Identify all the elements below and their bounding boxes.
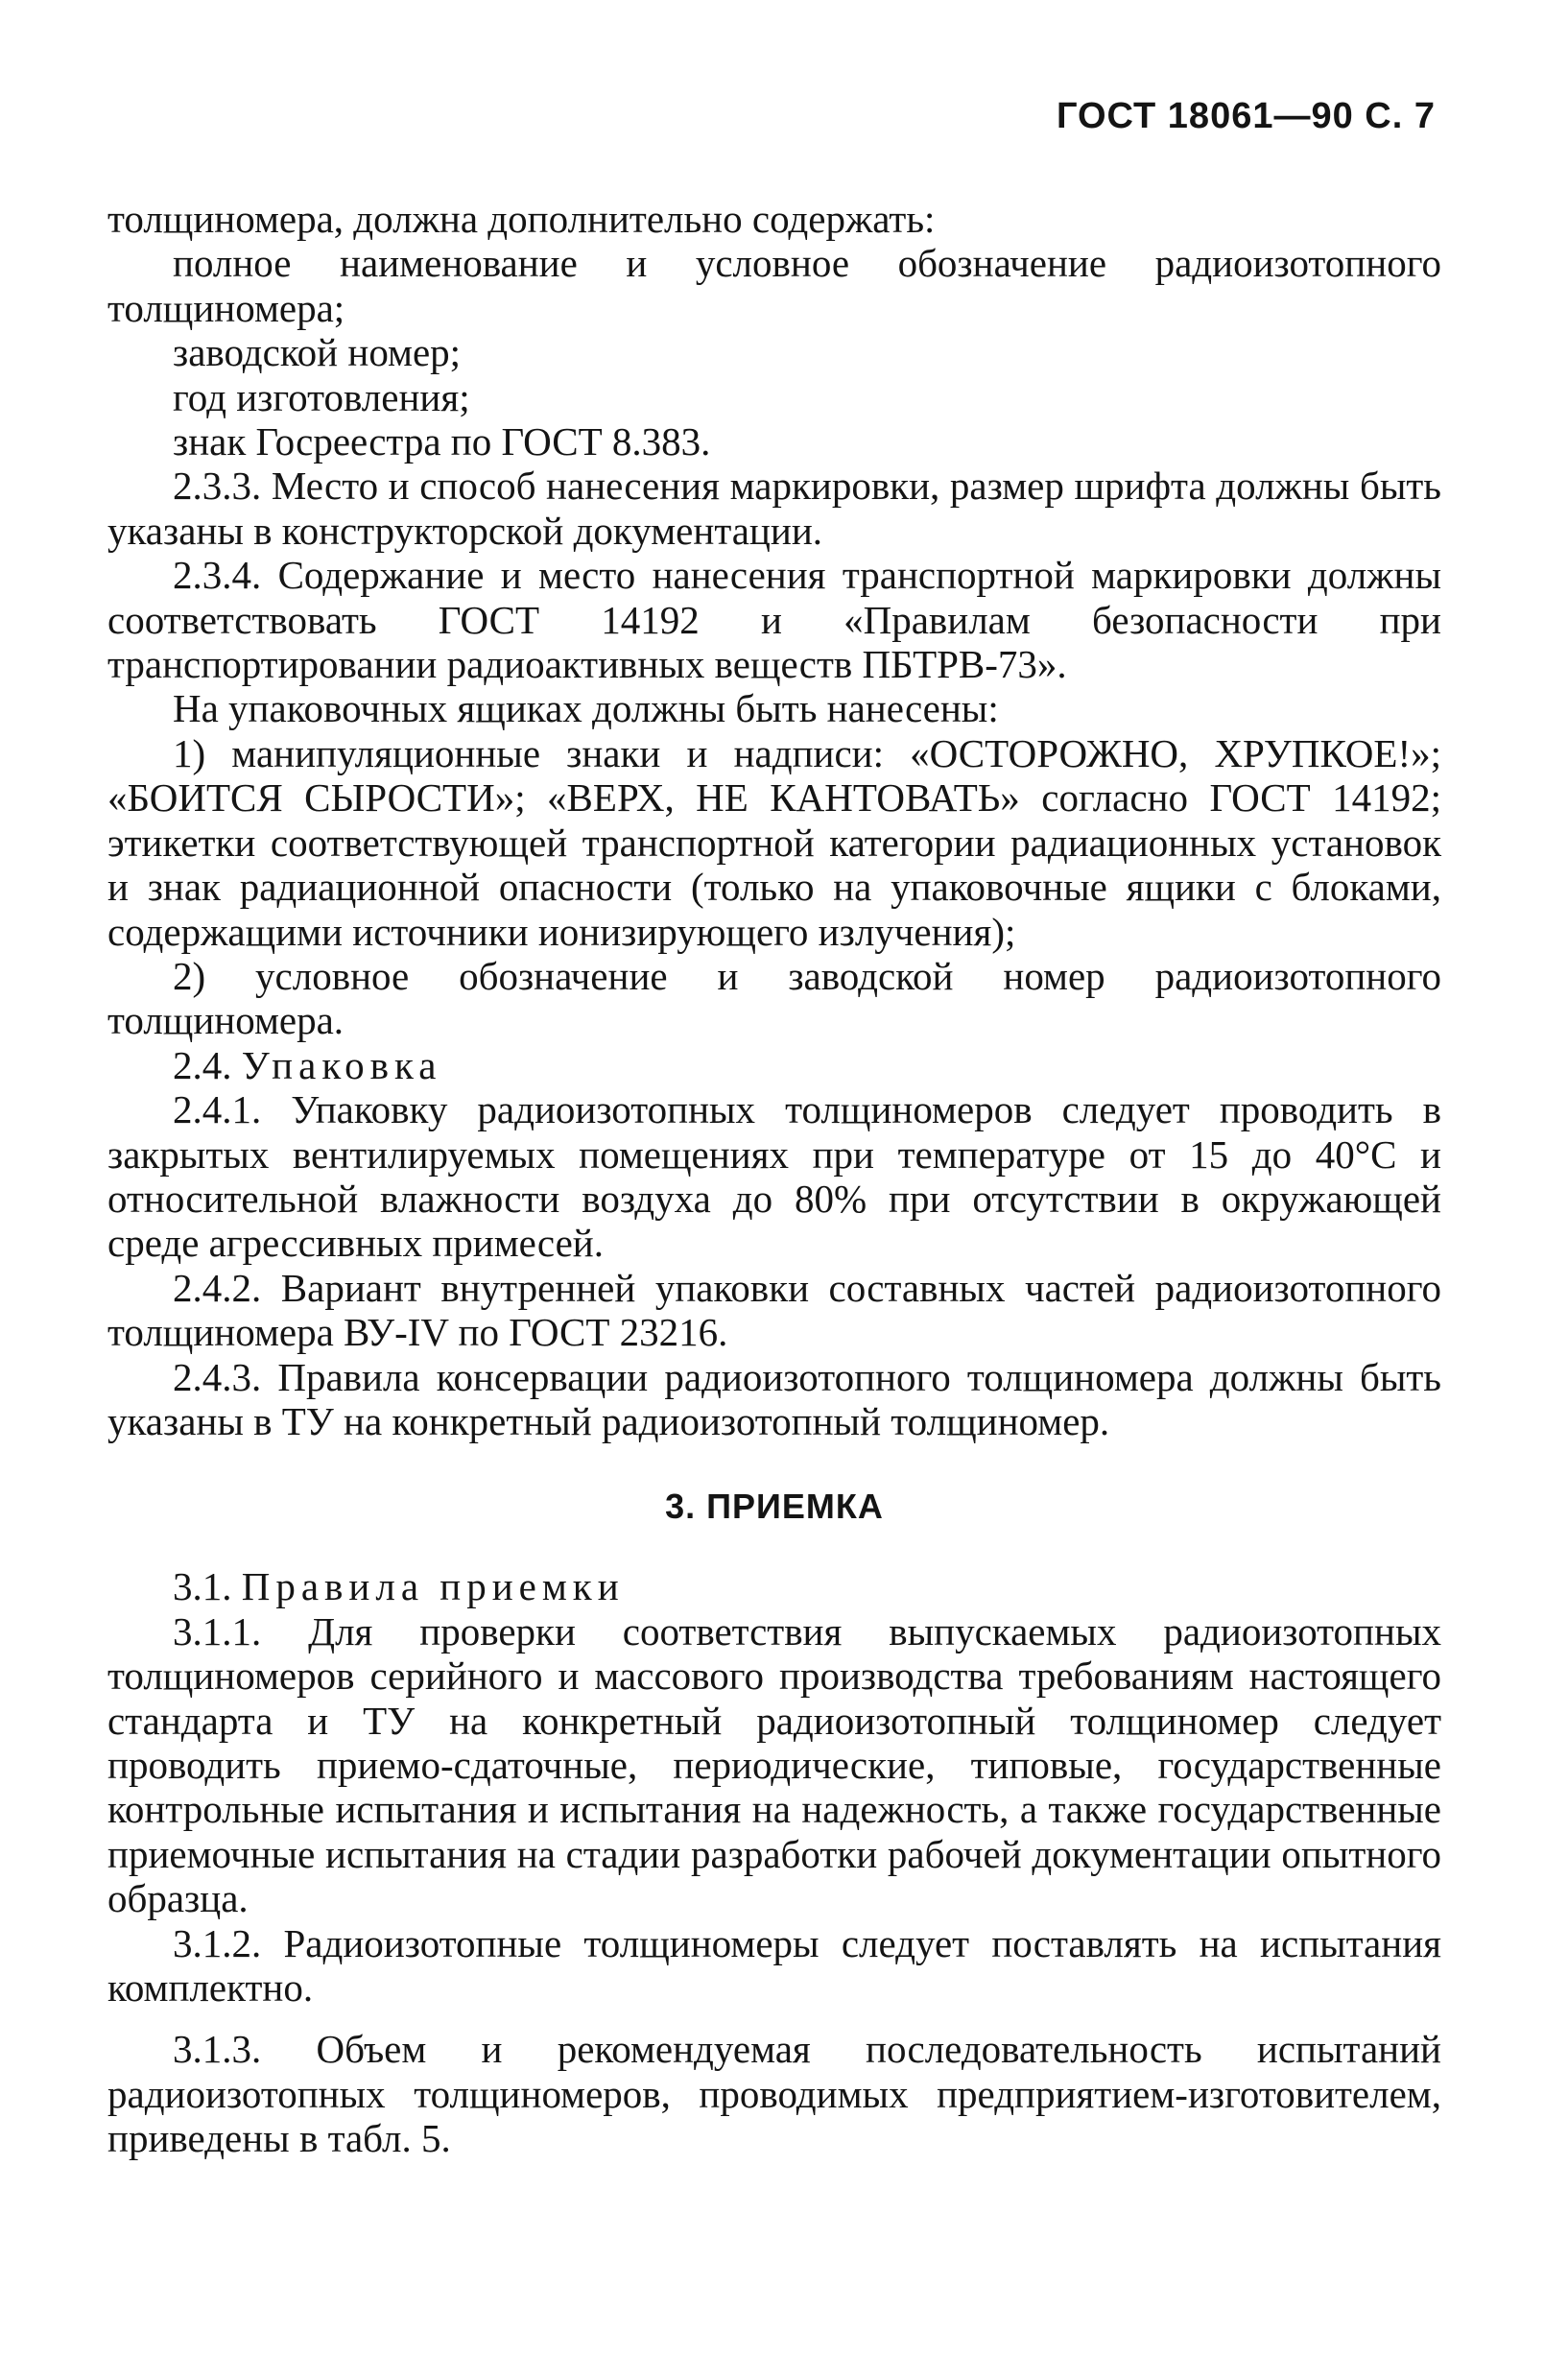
paragraph-2-4-3: 2.4.3. Правила консервации радиоизотопного толщиномера должны быть указаны в ТУ на конкретный радиоизотопный толщиномер. bbox=[107, 1354, 1441, 1443]
paragraph-3-1-1: 3.1.1. Для проверки соответствия выпускаемых радиоизотопных толщиномеров серийного и массового производства требованиям настоящего стандарта и ТУ на конкретный радиоизотопный толщиномер следует проводить приемо-сдаточные, периодические, типовые, государственные контрольные испытания и испытания на надежность, а также государственные приемочные испытания на стадии разработки рабочей документации опытного образца. bbox=[107, 1608, 1441, 1921]
paragraph-3-1-2: 3.1.2. Радиоизотопные толщиномеры следует поставлять на испытания комплектно. bbox=[107, 1920, 1441, 2011]
subsection-heading-3-1 bbox=[107, 1564, 1441, 1608]
running-head: ГОСТ 18061—90 С. 7 bbox=[1056, 96, 1436, 136]
subsection-number: 3.1. bbox=[173, 1564, 232, 1609]
section-heading: 3. ПРИЕМКА bbox=[665, 1487, 884, 1527]
list-item-1: 1) манипуляционные знаки и надписи: «ОСТОРОЖНО, ХРУПКОЕ!»; «БОИТСЯ СЫРОСТИ»; «ВЕРХ, НЕ КАНТОВАТЬ» согласно ГОСТ 14192; этикетки соответствующей транспортной категории радиационных установок и знак радиационной опасности (только на упаковочные ящики с блоками, содержащими источники ионизирующего излучения); bbox=[107, 730, 1441, 954]
spacer bbox=[107, 2010, 1441, 2027]
subsection-title: Правила приемки bbox=[241, 1564, 625, 1609]
paragraph-continued: толщиномера, должна дополнительно содержать: bbox=[107, 197, 936, 241]
paragraph-2-4-1: 2.4.1. Упаковку радиоизотопных толщиномеров следует проводить в закрытых вентилируемых помещениях при температуре от 15 до 40°С и относительной влажности воздуха до 80% при отсутствии в окружающей среде агрессивных примесей. bbox=[107, 1087, 1441, 1266]
list-item-2: 2) условное обозначение и заводской номер радиоизотопного толщиномера. bbox=[107, 953, 1441, 1043]
paragraph-full-name: полное наименование и условное обозначение радиоизотопного толщиномера; bbox=[107, 241, 1441, 330]
subsection-heading-2-4 bbox=[107, 1043, 1441, 1087]
subsection-number: 2.4. bbox=[173, 1042, 232, 1087]
paragraph-2-3-4: 2.3.4. Содержание и место нанесения транспортной маркировки должны соответствовать ГОСТ 14192 и «Правилам безопасности при транспортировании радиоактивных веществ ПБТРВ-73». bbox=[107, 553, 1441, 687]
paragraph-2-4-2: 2.4.2. Вариант внутренней упаковки составных частей радиоизотопного толщиномера ВУ-IV по ГОСТ 23216. bbox=[107, 1265, 1441, 1355]
paragraph-serial-number: заводской номер; bbox=[173, 330, 462, 375]
subsection-title: Упаковка bbox=[241, 1042, 442, 1087]
paragraph-manufacture-year: год изготовления; bbox=[173, 374, 470, 419]
paragraph-3-1-3: 3.1.3. Объем и рекомендуемая последовательность испытаний радиоизотопных толщиномеров, проводимых предприятием-изготовителем, приведены в табл. 5. bbox=[107, 2027, 1441, 2161]
body-text bbox=[107, 197, 1441, 2161]
paragraph-state-register-mark: знак Госреестра по ГОСТ 8.383. bbox=[173, 419, 711, 464]
paragraph-packing-boxes: На упаковочных ящиках должны быть нанесены: bbox=[173, 686, 999, 731]
paragraph-2-3-3: 2.3.3. Место и способ нанесения маркировки, размер шрифта должны быть указаны в конструкторской документации. bbox=[107, 464, 1441, 553]
